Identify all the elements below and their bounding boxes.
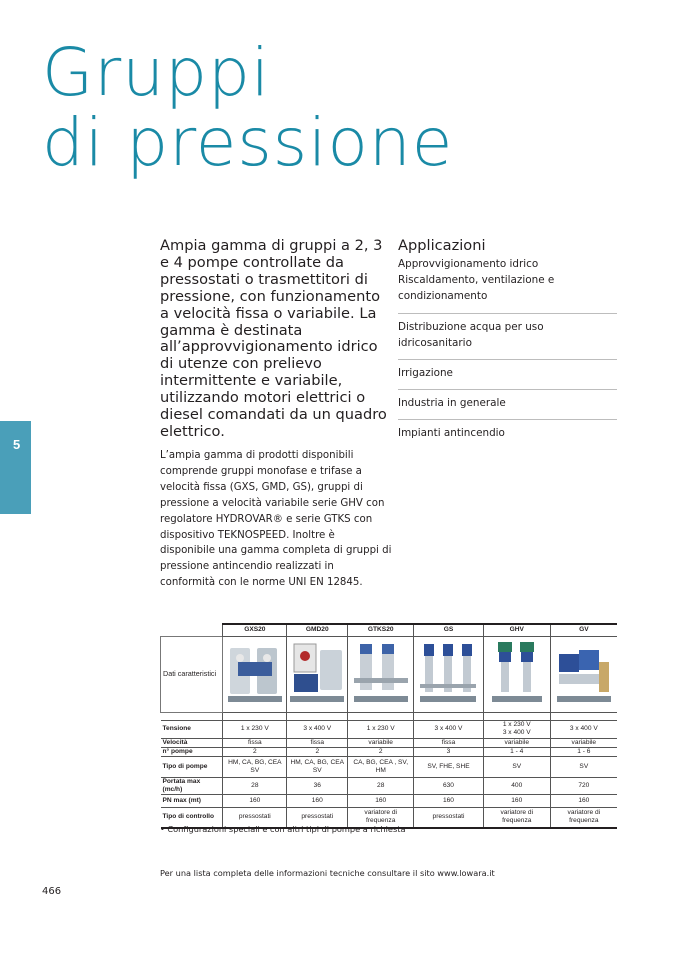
table-row [161,777,618,794]
gmd20-pump-image [288,640,346,708]
table-cell: variabile [483,738,550,747]
table-cell: 3 [414,747,484,756]
applications-panel [398,237,617,450]
spec-table [160,623,617,829]
chapter-number: 5 [13,437,21,452]
table-cell: HM, CA, BG, CEA SV [287,756,348,777]
table-row [161,747,618,756]
row-label: Portata max (mc/h) [161,777,223,794]
column-header: GMD20 [287,624,348,636]
table-cell: pressostati [287,807,348,828]
column-header: GS [414,624,484,636]
row-label: Tipo di pompe [161,756,223,777]
column-header: GHV [483,624,550,636]
gs-pump-image [419,640,477,708]
table-cell: HM, CA, BG, CEA SV [223,756,287,777]
table-footnote: • Configurazioni speciali e con altri tipi di pompe a richiesta [160,824,406,834]
gtks20-pump-image [352,640,410,708]
table-cell: 28 [223,777,287,794]
table-cell: variabile [550,738,617,747]
table-cell: 2 [348,747,414,756]
table-cell: 3 x 400 V [414,720,484,738]
table-spacer-row [161,712,618,720]
row-label: PN max (mt) [161,794,223,807]
table-cell: 1 - 4 [483,747,550,756]
chapter-tab [0,421,31,514]
table-header-row [161,624,618,636]
website-note: Per una lista completa delle informazioni tecniche consultare il sito www.lowara.it [160,868,495,878]
row-label: Tensione [161,720,223,738]
table-cell: 1 - 6 [550,747,617,756]
table-cell: fissa [287,738,348,747]
table-row [161,756,618,777]
image-row-label: Dati caratteristici [161,636,223,712]
column-header: GV [550,624,617,636]
table-cell: 160 [414,794,484,807]
table-cell: 2 [287,747,348,756]
title-line-1: Gruppi [42,34,271,111]
row-label: Tipo di controllo [161,807,223,828]
application-item: Industria in generale [398,390,617,420]
table-cell: variatore di frequenza [550,807,617,828]
table-cell: 720 [550,777,617,794]
page-number: 466 [42,886,62,897]
table-cell: 160 [287,794,348,807]
ghv-pump-image [488,640,546,708]
title-line-2: di pressione [42,104,454,181]
table-cell: 36 [287,777,348,794]
table-row [161,738,618,747]
application-item: Irrigazione [398,360,617,390]
row-label: Velocità [161,738,223,747]
table-cell: SV [483,756,550,777]
column-header: GTKS20 [348,624,414,636]
gv-pump-image [555,640,613,708]
table-cell: 28 [348,777,414,794]
product-image-row [161,636,618,712]
intro-paragraph: Ampia gamma di gruppi a 2, 3 e 4 pompe controllate da pressostati o trasmettitori di pressione, con funzionamento a velocità fissa o variabile. La gamma è destinata all’approvvigionamento idrico di utenze con prelievo intermittente e variabile, utilizzando motori elettrici o diesel comandati da un quadro elettrico. [160,237,387,440]
table-cell: fissa [414,738,484,747]
page-title [42,34,454,181]
table-cell: 3 x 400 V [550,720,617,738]
table-row [161,794,618,807]
table-cell: 160 [483,794,550,807]
table-cell: 160 [550,794,617,807]
table-cell: SV, FHE, SHE [414,756,484,777]
table-cell: CA, BG, CEA , SV, HM [348,756,414,777]
table-cell: 630 [414,777,484,794]
table-row [161,720,618,738]
table-cell: fissa [223,738,287,747]
table-cell: pressostati [223,807,287,828]
table-cell: 160 [348,794,414,807]
table-cell: variatore di frequenza [483,807,550,828]
application-item: Approvvigionamento idrico Riscaldamento, ventilazione e condizionamento [398,256,617,314]
gxs20-pump-image [226,640,284,708]
applications-heading: Applicazioni [398,237,486,254]
column-header: GXS20 [223,624,287,636]
row-label: n° pompe [161,747,223,756]
table-cell: pressostati [414,807,484,828]
table-cell: SV [550,756,617,777]
table-cell: 160 [223,794,287,807]
application-item: Distribuzione acqua per uso idricosanitario [398,314,617,360]
application-item: Impianti antincendio [398,427,505,440]
table-cell: 3 x 400 V [287,720,348,738]
table-cell: 1 x 230 V [223,720,287,738]
table-cell: variatore di frequenza [348,807,414,828]
table-cell: 2 [223,747,287,756]
table-cell: 1 x 230 V [348,720,414,738]
header-corner [161,624,223,636]
body-paragraph: L’ampia gamma di prodotti disponibili comprende gruppi monofase e trifase a velocità fissa (GXS, GMD, GS), gruppi di pressione a velocità variabile serie GHV con regolatore HYDROVAR® e serie GTKS con dispositivo TEKNOSPEED. Inoltre è disponibile una gamma completa di gruppi di pressione antincendio realizzati in conformità con le norme UNI EN 12845. [160,450,392,589]
table-cell: 1 x 230 V 3 x 400 V [483,720,550,738]
table-cell: variabile [348,738,414,747]
table-cell: 400 [483,777,550,794]
